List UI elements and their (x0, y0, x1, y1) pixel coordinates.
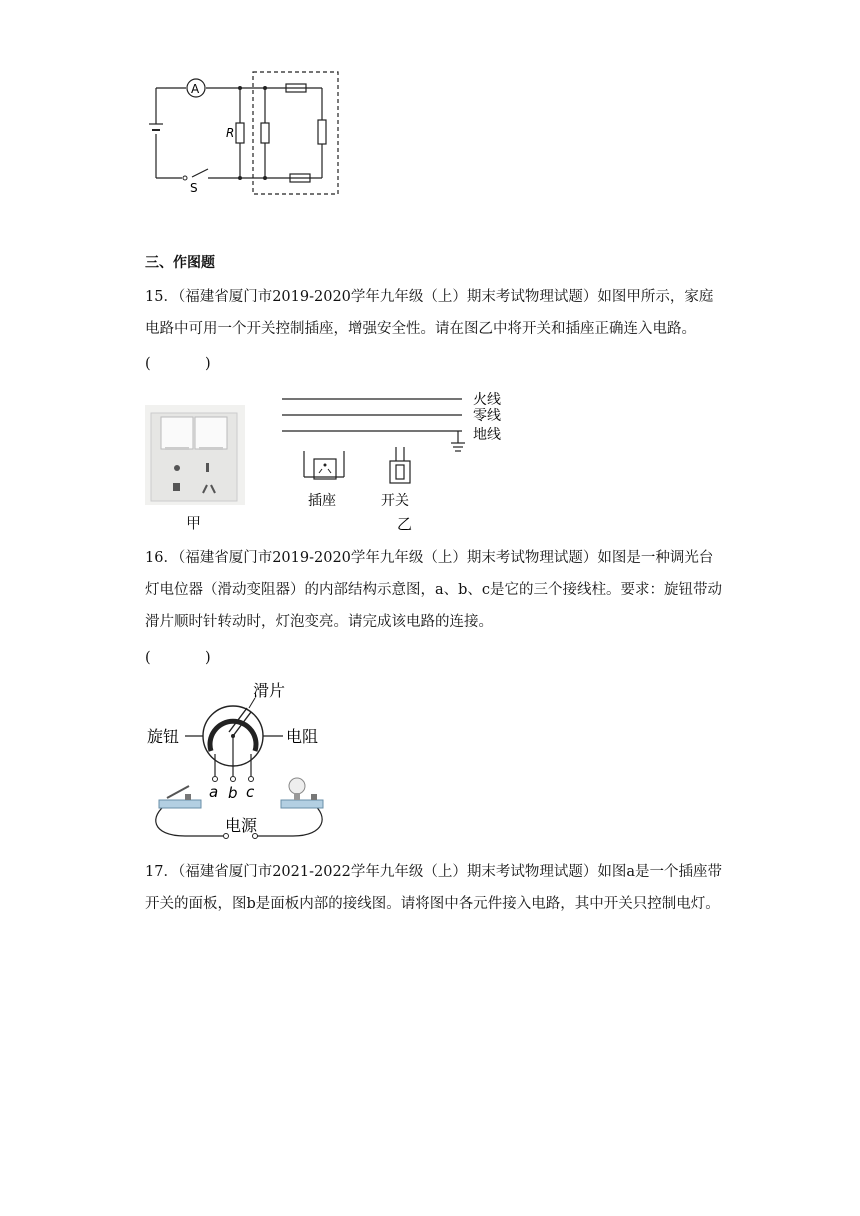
household-circuit-diagram (270, 385, 520, 533)
socket-label: 插座 (308, 493, 336, 509)
resistor-label: 电阻 (286, 727, 319, 746)
answer-paren-16: ( ) (145, 650, 211, 666)
slider-label: 滑片 (253, 681, 286, 700)
ground-wire-label: 地线 (473, 427, 501, 443)
figure-yi-label: 乙 (397, 515, 413, 533)
knob-label: 旋钮 (147, 727, 180, 746)
question-15-text: 15．（福建省厦门市2019-2020学年九年级（上）期末考试物理试题）如图甲所示，家庭电路中可用一个开关控制插座，增强安全性。请在图乙中将开关和插座正确连入电路。 (145, 289, 714, 337)
neutral-wire-label: 零线 (473, 408, 501, 424)
live-wire-label: 火线 (473, 392, 501, 408)
answer-paren-15: ( ) (145, 356, 211, 372)
terminal-c-label: c (246, 783, 255, 801)
socket-panel-photo (145, 405, 245, 505)
terminal-b-label: b (228, 784, 238, 802)
circuit-diagram-top (140, 68, 350, 198)
power-source-label: 电源 (225, 816, 258, 835)
question-16-text: 16．（福建省厦门市2019-2020学年九年级（上）期末考试物理试题）如图是一种调光台灯电位器（滑动变阻器）的内部结构示意图，a、b、c是它的三个接线柱。要求：旋钮带动滑片顺时针转动时，灯泡变亮。请完成该电路的连接。 (145, 550, 723, 630)
resistor-r-label: R (226, 126, 235, 140)
question-17-text: 17．（福建省厦门市2021-2022学年九年级（上）期末考试物理试题）如图a是一个插座带开关的面板，图b是面板内部的接线图。请将图中各元件接入电路，其中开关只控制电灯。 (145, 864, 723, 912)
ammeter-label: A (191, 82, 200, 96)
terminal-a-label: a (209, 783, 219, 801)
potentiometer-diagram (145, 676, 385, 846)
switch-label: 开关 (381, 493, 409, 509)
section-title: 三、作图题 (145, 255, 215, 271)
switch-s-label: S (190, 181, 198, 195)
figure-jia-label: 甲 (186, 514, 202, 532)
